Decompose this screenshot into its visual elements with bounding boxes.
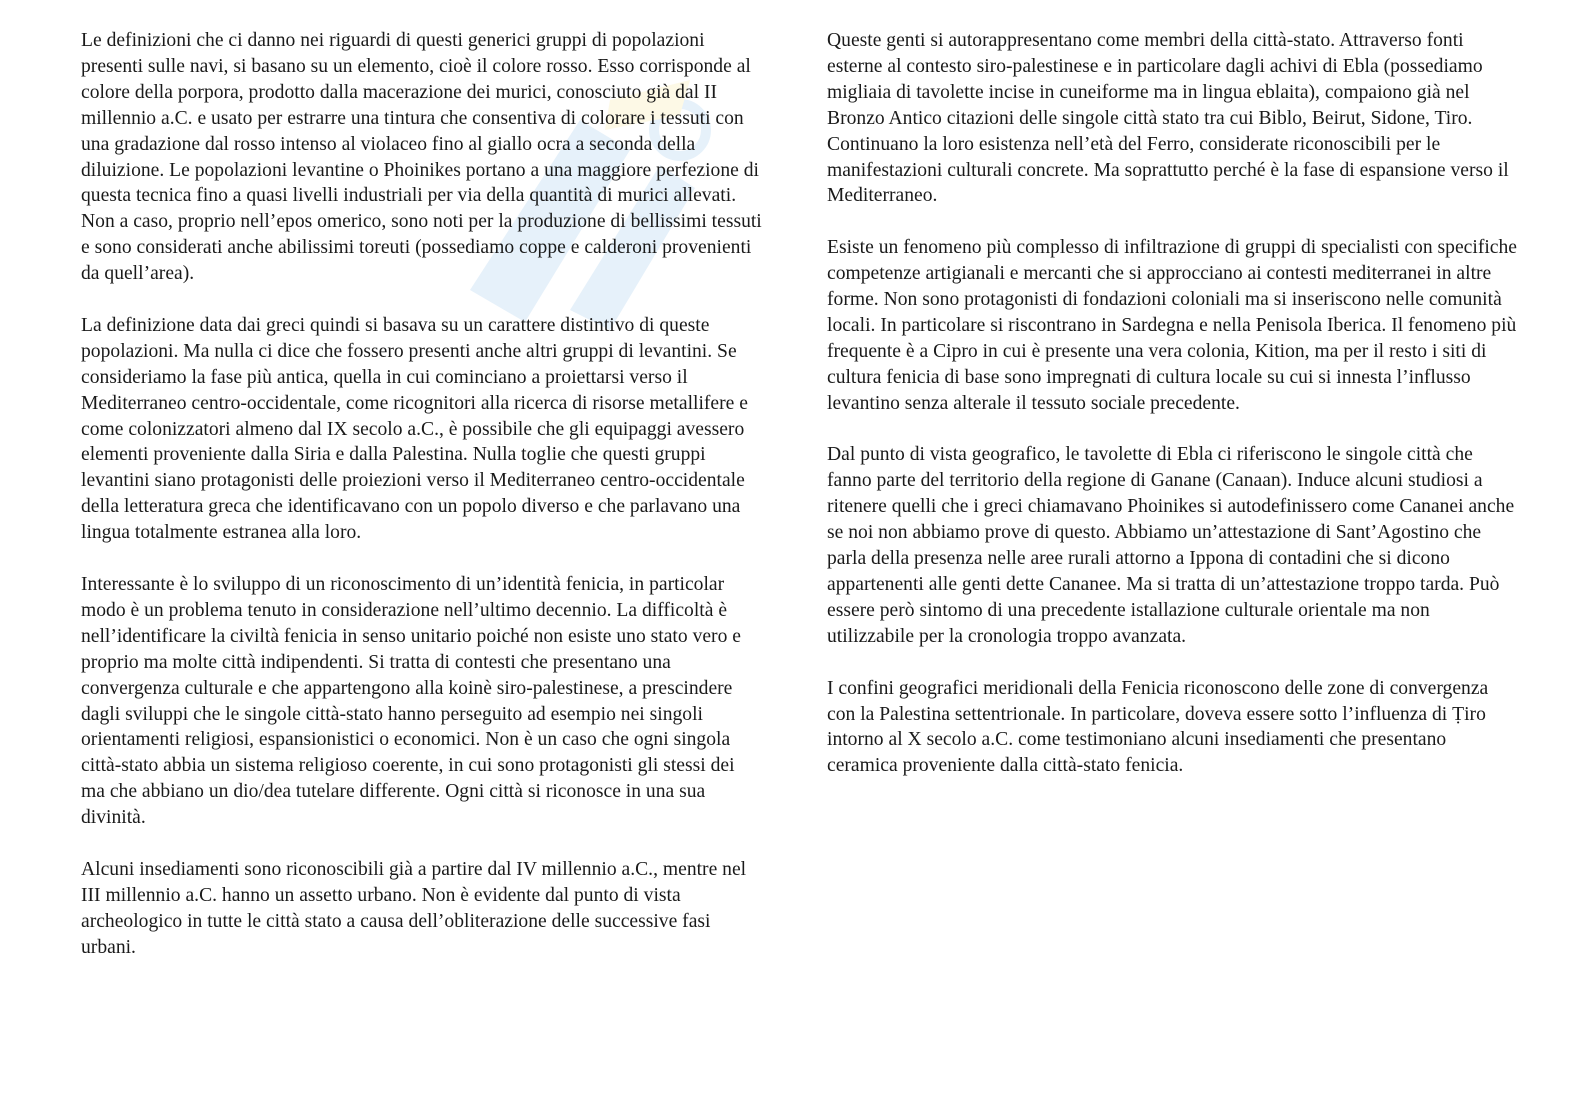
paragraph-left-4: Alcuni insediamenti sono riconoscibili già a partire dal IV millennio a.C., mentre nel III millennio a.C. hanno un assetto urbano. Non è evidente dal punto di vista archeologico in tutte le città stato a causa dell’obliterazione delle successive fasi urbani. xyxy=(81,858,747,958)
paragraph-right-3: Dal punto di vista geografico, le tavolette di Ebla ci riferiscono le singole città che fanno parte del territorio della regione di Ganane (Canaan). Induce alcuni studiosi a ritenere quelli che i greci chiamavano Phoinikes si autodefinissero come Cananei anche se noi non abbiamo prove di questo. Abbiamo un’attestazione di Sant’Agostino che parla della presenza nelle aree rurali attorno a Ippona di contadini che si dicono appartenenti alle genti dette Cananee. Ma si tratta di un’attestazione troppo tarda. Può essere però sintomo di una precedente istallazione culturale orientale ma non utilizzabile per la cronologia troppo avanzata. xyxy=(827,444,1515,647)
paragraph-left-3: Interessante è lo sviluppo di un riconoscimento di un’identità fenicia, in particolar modo è un problema tenuto in considerazione nell’ultimo decennio. La difficoltà è nell’identificare la civiltà fenicia in senso unitario poiché non esiste uno stato vero e proprio ma molte città indipendenti. Si tratta di contesti che presentano una convergenza culturale e che appartengono alla koinè siro-palestinese, a prescindere dagli sviluppi che le singole città-stato hanno perseguito ad esempio nei singoli orientamenti religiosi, espansionistici o economici. Non è un caso che ogni singola città-stato abbia un sistema religioso coerente, in cui sono protagonisti gli stessi dei ma che abbiano un dio/dea tutelare differente. Ogni città si riconosce in una sua divinità. xyxy=(81,574,741,829)
paragraph-right-1: Queste genti si autorappresentano come membri della città-stato. Attraverso fonti esterne al contesto siro-palestinese e in particolare dagli achivi di Ebla (possediamo migliaia di tavolette incise in cuneiforme ma in lingua eblaita), compaiono già nel Bronzo Antico citazioni delle singole città stato tra cui Biblo, Beirut, Sidone, Tiro. Continuano la loro esistenza nell’età del Ferro, considerate riconoscibili per le manifestazioni culturali concrete. Ma soprattutto perché è la fase di espansione verso il Mediterraneo. xyxy=(827,30,1509,207)
right-text-column xyxy=(827,28,1517,805)
paragraph-left-2: La definizione data dai greci quindi si basava su un carattere distintivo di queste popolazioni. Ma nulla ci dice che fossero presenti anche altri gruppi di levantini. Se consideriamo la fase più antica, quella in cui cominciano a proiettarsi verso il Mediterraneo centro-occidentale, come ricognitori alla ricerca di risorse metallifere e come colonizzatori almeno dal IX secolo a.C., è possibile che gli equipaggi avessero elementi proveniente dalla Siria e dalla Palestina. Nulla toglie che questi gruppi levantini siano protagonisti delle proiezioni verso il Mediterraneo centro-occidentale della letteratura greca che identificavano con un popolo diverso e che parlavano una lingua totalmente estranea alla loro. xyxy=(81,314,748,544)
paragraph-right-4: I confini geografici meridionali della Fenicia riconoscono delle zone di convergenza con la Palestina settentrionale. In particolare, doveva essere sotto l’influenza di Ṭiro intorno al X secolo a.C. come testimoniano alcuni insediamenti che presentano ceramica proveniente dalla città-stato fenicia. xyxy=(827,677,1489,777)
paragraph-right-2: Esiste un fenomeno più complesso di infiltrazione di gruppi di specialisti con specifiche competenze artigianali e mercanti che si approcciano ai contesti mediterranei in altre forme. Non sono protagonisti di fondazioni coloniali ma si inseriscono nelle comunità locali. In particolare si riscontrano in Sardegna e nella Penisola Iberica. Il fenomeno più frequente è a Cipro in cui è presente una vera colonia, Kition, ma per il resto i siti di cultura fenicia di base sono impregnati di cultura locale su cui si innesta l’influsso levantino senza alterale il tessuto sociale precedente. xyxy=(827,237,1517,414)
paragraph-left-1: Le definizioni che ci danno nei riguardi di questi generici gruppi di popolazioni presenti sulle navi, si basano su un elemento, cioè il colore rosso. Esso corrisponde al colore della porpora, prodotto dalla macerazione dei murici, conosciuto già dal II millennio a.C. e usato per estrarre una tintura che consentiva di colorare i tessuti con una gradazione dal rosso intenso al violaceo fino al giallo ocra a seconda della diluizione. Le popolazioni levantine o Phoinikes portano a una maggiore perfezione di questa tecnica fino a quasi livelli industriali per via della quantità di murici allevati. Non a caso, proprio nell’epos omerico, sono noti per la produzione di bellissimi tessuti e sono considerati anche abilissimi toreuti (possediamo coppe e calderoni provenienti da quell’area). xyxy=(81,30,762,285)
left-text-column xyxy=(81,28,763,986)
